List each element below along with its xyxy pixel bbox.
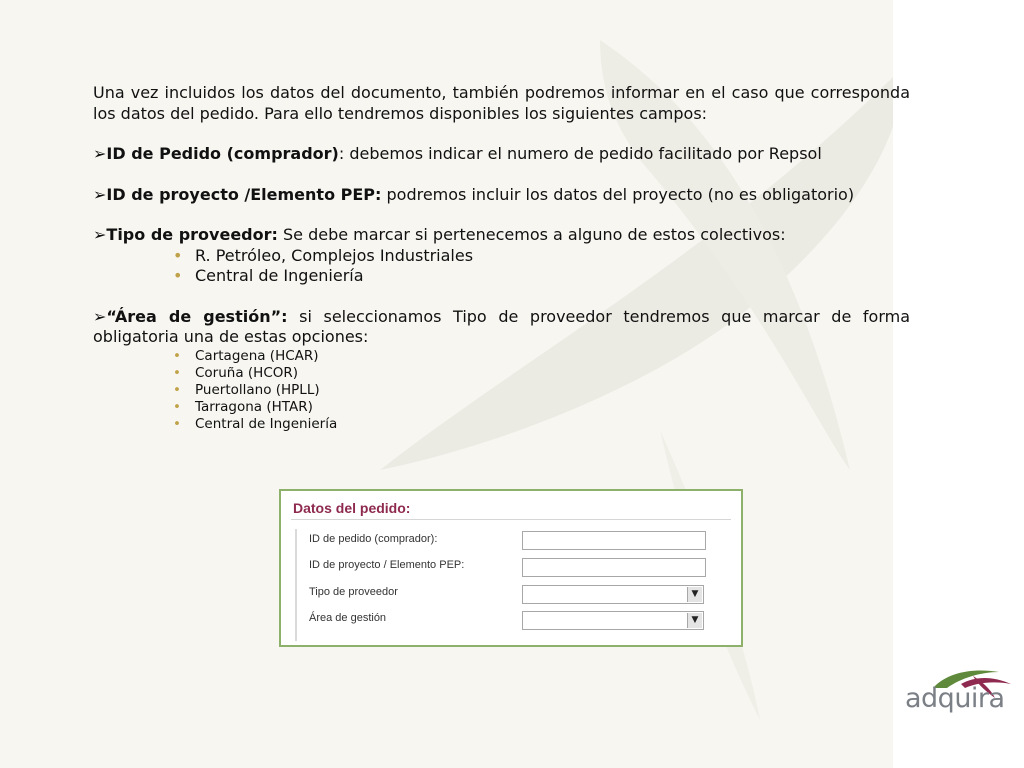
arrow-bullet-icon: ➢: [93, 225, 107, 244]
item-tipo-proveedor: [93, 225, 910, 246]
id-proyecto-input[interactable]: [522, 558, 706, 577]
list-item: • R. Petróleo, Complejos Industriales: [173, 246, 910, 267]
item-text: podremos incluir los datos del proyecto (no es obligatorio): [381, 184, 855, 204]
id-pedido-input[interactable]: [522, 531, 706, 550]
item-id-proyecto: [93, 185, 910, 206]
list-item: • Cartagena (HCAR): [173, 348, 910, 365]
form-title: Datos del pedido:: [293, 500, 411, 516]
area-gestion-select[interactable]: [522, 611, 704, 630]
datos-pedido-form: [279, 489, 743, 647]
tipo-options-list: [93, 246, 910, 287]
form-divider: [291, 519, 731, 520]
arrow-bullet-icon: ➢: [93, 184, 107, 204]
slide-content: [93, 83, 910, 433]
item-area-gestion: [93, 307, 910, 348]
item-label: Tipo de proveedor:: [106, 225, 278, 244]
item-label: “Área de gestión”:: [106, 306, 288, 326]
item-id-pedido: [93, 144, 910, 165]
dropdown-arrow-icon[interactable]: ▼: [687, 613, 702, 628]
item-label: ID de Pedido (comprador): [106, 144, 339, 163]
id-pedido-label: ID de pedido (comprador):: [309, 533, 438, 545]
list-item: • Tarragona (HTAR): [173, 399, 910, 416]
item-text: Se debe marcar si pertenecemos a alguno de estos colectivos:: [277, 225, 786, 244]
dropdown-arrow-icon[interactable]: ▼: [687, 587, 702, 602]
list-item: • Puertollano (HPLL): [173, 382, 910, 399]
list-item: • Coruña (HCOR): [173, 365, 910, 382]
item-text: si seleccionamos Tipo de proveedor tendremos que marcar de forma obligatoria una de estas opciones:: [93, 306, 911, 346]
adquira-logo-text: adquira: [905, 683, 1005, 714]
form-left-rule: [295, 529, 297, 641]
list-item: • Central de Ingeniería: [173, 416, 910, 433]
tipo-proveedor-label: Tipo de proveedor: [309, 586, 398, 598]
item-text: : debemos indicar el numero de pedido facilitado por Repsol: [338, 144, 822, 163]
item-label: ID de proyecto /Elemento PEP:: [106, 184, 382, 204]
arrow-bullet-icon: ➢: [93, 144, 107, 163]
arrow-bullet-icon: ➢: [93, 306, 107, 326]
intro-paragraph: Una vez incluidos los datos del documento, también podremos informar en el caso que corresponda los datos del pedido. Para ello tendremos disponibles los siguientes campos:: [93, 83, 910, 123]
id-proyecto-label: ID de proyecto / Elemento PEP:: [309, 559, 465, 571]
tipo-proveedor-select[interactable]: [522, 585, 704, 604]
right-margin-panel: [893, 0, 1024, 768]
area-options-list: [93, 348, 910, 433]
area-gestion-label: Área de gestión: [309, 612, 387, 624]
list-item: • Central de Ingeniería: [173, 266, 910, 287]
